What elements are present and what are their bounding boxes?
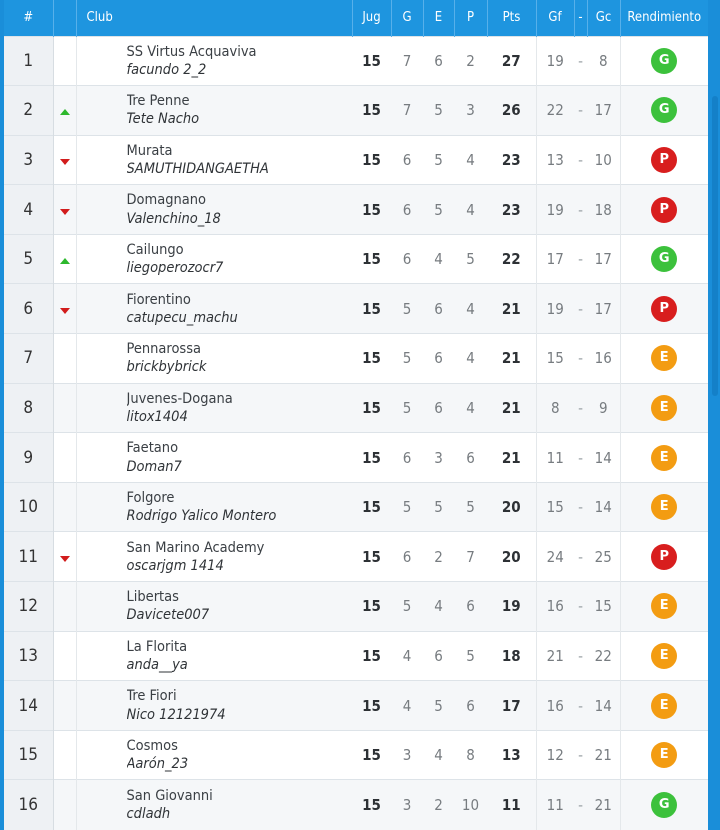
draws: 6 [423,383,454,433]
points: 18 [487,631,536,681]
points: 17 [487,681,536,731]
position-cell: 4 [4,185,53,235]
rendimiento-cell [620,86,708,136]
rendimiento-cell [620,334,708,384]
trend-cell [53,582,76,632]
points: 23 [487,135,536,185]
trend-cell [53,631,76,681]
losses: 3 [454,86,487,136]
club-cell[interactable] [76,681,352,731]
position-cell: 10 [4,482,53,532]
player-name[interactable]: brickbybrick [126,359,207,376]
rendimiento-cell [620,36,708,86]
trend-cell [53,185,76,235]
club-cell[interactable] [76,36,352,86]
rendimiento-cell [620,135,708,185]
draws: 4 [423,582,454,632]
club-cell[interactable] [76,582,352,632]
performance-badge: G [651,97,677,123]
losses: 4 [454,383,487,433]
points: 21 [487,383,536,433]
header-gc[interactable]: Gc [587,0,620,36]
rendimiento-cell [620,383,708,433]
scrollbar-thumb[interactable] [712,96,718,396]
player-name[interactable]: Doman7 [126,458,182,475]
club-name[interactable]: Faetano [126,440,179,457]
trend-cell [53,730,76,780]
losses: 4 [454,284,487,334]
trend-cell [53,482,76,532]
wins: 5 [391,284,423,334]
performance-badge: E [651,395,677,421]
goals-separator: - [574,185,587,235]
goals-separator: - [574,681,587,731]
header-pos[interactable]: # [4,0,53,36]
wins: 5 [391,582,423,632]
trend-down-icon [60,159,70,165]
club-name[interactable]: Tre Fiori [126,688,177,705]
points: 20 [487,532,536,582]
club-cell[interactable] [76,383,352,433]
points: 27 [487,36,536,86]
club-name[interactable]: Cailungo [126,242,184,259]
performance-badge: E [651,445,677,471]
position-cell: 12 [4,582,53,632]
goals-separator: - [574,383,587,433]
club-name[interactable]: Libertas [126,589,179,606]
goals-separator: - [574,135,587,185]
games-played: 15 [352,234,391,284]
club-name[interactable]: Fiorentino [126,291,191,308]
trend-cell [53,383,76,433]
goals-against: 14 [587,681,620,731]
table-row[interactable] [4,86,708,136]
goals-against: 16 [587,334,620,384]
losses: 8 [454,730,487,780]
points: 23 [487,185,536,235]
performance-badge: E [651,593,677,619]
table-row[interactable] [4,36,708,86]
trend-cell [53,86,76,136]
goals-for: 15 [536,482,574,532]
wins: 5 [391,334,423,384]
goals-for: 13 [536,135,574,185]
losses: 6 [454,681,487,731]
points: 21 [487,433,536,483]
table-row[interactable] [4,185,708,235]
rendimiento-cell [620,780,708,830]
position-cell: 5 [4,234,53,284]
club-name[interactable]: Pennarossa [126,341,202,358]
performance-badge: E [651,643,677,669]
table-row[interactable] [4,681,708,731]
points: 13 [487,730,536,780]
goals-separator: - [574,284,587,334]
trend-cell [53,532,76,582]
draws: 5 [423,482,454,532]
losses: 4 [454,185,487,235]
position-cell: 15 [4,730,53,780]
header-p[interactable]: P [454,0,487,36]
player-name[interactable]: anda__ya [126,656,188,673]
losses: 6 [454,433,487,483]
player-name[interactable]: Aarón_23 [126,756,189,773]
rendimiento-cell [620,631,708,681]
player-name[interactable]: facundo 2_2 [126,61,207,78]
position-cell: 14 [4,681,53,731]
games-played: 15 [352,86,391,136]
club-cell[interactable] [76,86,352,136]
goals-against: 25 [587,532,620,582]
performance-badge: P [651,197,677,223]
position-cell: 16 [4,780,53,830]
games-played: 15 [352,135,391,185]
draws: 6 [423,36,454,86]
goals-separator: - [574,582,587,632]
performance-badge: G [651,792,677,818]
player-name[interactable]: liegoperozocr7 [126,260,224,277]
goals-for: 16 [536,582,574,632]
wins: 7 [391,36,423,86]
position-cell: 7 [4,334,53,384]
goals-separator: - [574,86,587,136]
header-rendimiento[interactable]: Rendimiento [627,10,702,26]
goals-against: 17 [587,234,620,284]
position-cell: 6 [4,284,53,334]
goals-separator: - [574,36,587,86]
club-name[interactable]: Domagnano [126,192,207,209]
header-pts[interactable]: Pts [487,0,536,36]
table-header-row [4,0,708,36]
goals-against: 22 [587,631,620,681]
header-jug[interactable]: Jug [352,0,391,36]
games-played: 15 [352,631,391,681]
draws: 5 [423,185,454,235]
club-cell[interactable] [76,135,352,185]
scrollbar-track[interactable] [708,36,720,820]
club-name[interactable]: Juvenes-Dogana [126,390,233,407]
header-club[interactable]: Club [76,0,352,36]
goals-separator: - [574,334,587,384]
table-row[interactable] [4,631,708,681]
draws: 4 [423,730,454,780]
games-played: 15 [352,730,391,780]
points: 20 [487,482,536,532]
trend-cell [53,780,76,830]
games-played: 15 [352,185,391,235]
goals-for: 19 [536,185,574,235]
goals-for: 11 [536,780,574,830]
draws: 2 [423,780,454,830]
header-g[interactable]: G [391,0,423,36]
rendimiento-cell [620,532,708,582]
rendimiento-cell [620,582,708,632]
goals-for: 15 [536,334,574,384]
points: 22 [487,234,536,284]
rendimiento-cell [620,185,708,235]
performance-badge: E [651,693,677,719]
club-cell[interactable] [76,532,352,582]
points: 26 [487,86,536,136]
games-played: 15 [352,681,391,731]
trend-cell [53,135,76,185]
position-cell: 1 [4,36,53,86]
losses: 7 [454,532,487,582]
position-cell: 2 [4,86,53,136]
performance-badge: P [651,296,677,322]
trend-cell [53,334,76,384]
trend-down-icon [60,209,70,215]
header-trend [53,0,76,36]
performance-badge: P [651,544,677,570]
performance-badge: G [651,246,677,272]
losses: 5 [454,234,487,284]
goals-separator: - [574,532,587,582]
draws: 6 [423,284,454,334]
games-played: 15 [352,383,391,433]
goals-separator: - [574,482,587,532]
player-name[interactable]: oscarjgm 1414 [126,557,224,574]
wins: 5 [391,482,423,532]
club-name[interactable]: Folgore [126,490,175,507]
table-row[interactable] [4,582,708,632]
wins: 7 [391,86,423,136]
games-played: 15 [352,284,391,334]
goals-against: 18 [587,185,620,235]
games-played: 15 [352,780,391,830]
points: 11 [487,780,536,830]
table-row[interactable] [4,334,708,384]
points: 21 [487,284,536,334]
draws: 5 [423,681,454,731]
club-name[interactable]: SS Virtus Acquaviva [126,43,257,60]
club-cell[interactable] [76,482,352,532]
wins: 4 [391,681,423,731]
club-cell[interactable] [76,334,352,384]
losses: 10 [454,780,487,830]
rendimiento-cell [620,234,708,284]
club-cell[interactable] [76,780,352,830]
goals-for: 19 [536,36,574,86]
table-row[interactable] [4,383,708,433]
goals-for: 21 [536,631,574,681]
wins: 3 [391,730,423,780]
club-cell[interactable] [76,730,352,780]
games-played: 15 [352,433,391,483]
rendimiento-cell [620,681,708,731]
position-cell: 11 [4,532,53,582]
trend-down-icon [60,556,70,562]
player-name[interactable]: Tete Nacho [126,111,200,128]
player-name[interactable]: Davicete007 [126,607,210,624]
trend-cell [53,433,76,483]
wins: 6 [391,433,423,483]
goals-for: 16 [536,681,574,731]
goals-separator: - [574,433,587,483]
table-row[interactable] [4,482,708,532]
header-gf[interactable]: Gf [536,0,574,36]
player-name[interactable]: Rodrigo Yalico Montero [126,508,277,525]
wins: 6 [391,234,423,284]
goals-for: 8 [536,383,574,433]
goals-against: 14 [587,433,620,483]
rendimiento-cell [620,730,708,780]
goals-separator: - [574,730,587,780]
goals-for: 17 [536,234,574,284]
goals-against: 14 [587,482,620,532]
table-row[interactable] [4,780,708,830]
draws: 2 [423,532,454,582]
trend-up-icon [60,109,70,115]
table-row[interactable] [4,532,708,582]
goals-for: 24 [536,532,574,582]
wins: 6 [391,135,423,185]
games-played: 15 [352,482,391,532]
table-row[interactable] [4,234,708,284]
performance-badge: E [651,742,677,768]
rendimiento-cell [620,433,708,483]
performance-badge: E [651,345,677,371]
trend-cell [53,36,76,86]
goals-separator: - [574,780,587,830]
wins: 6 [391,532,423,582]
position-cell: 8 [4,383,53,433]
header-sep: - [574,0,587,36]
draws: 4 [423,234,454,284]
club-name[interactable]: San Giovanni [126,787,213,804]
player-name[interactable]: Valenchino_18 [126,210,221,227]
trend-cell [53,681,76,731]
player-name[interactable]: cdladh [126,805,171,822]
table-row[interactable] [4,433,708,483]
games-played: 15 [352,582,391,632]
goals-for: 11 [536,433,574,483]
club-name[interactable]: Murata [126,142,173,159]
position-cell: 13 [4,631,53,681]
table-row[interactable] [4,284,708,334]
wins: 5 [391,383,423,433]
goals-for: 22 [536,86,574,136]
draws: 3 [423,433,454,483]
losses: 4 [454,334,487,384]
goals-against: 17 [587,284,620,334]
goals-against: 8 [587,36,620,86]
club-name[interactable]: Cosmos [126,737,178,754]
trend-cell [53,284,76,334]
draws: 6 [423,334,454,384]
trend-down-icon [60,308,70,314]
standings-table [4,0,708,830]
goals-against: 9 [587,383,620,433]
club-cell[interactable] [76,284,352,334]
goals-against: 10 [587,135,620,185]
points: 19 [487,582,536,632]
wins: 6 [391,185,423,235]
games-played: 15 [352,36,391,86]
draws: 6 [423,631,454,681]
performance-badge: P [651,147,677,173]
trend-up-icon [60,258,70,264]
club-cell[interactable] [76,631,352,681]
performance-badge: G [651,48,677,74]
position-cell: 9 [4,433,53,483]
player-name[interactable]: litox1404 [126,408,188,425]
wins: 4 [391,631,423,681]
goals-for: 12 [536,730,574,780]
player-name[interactable]: catupecu_machu [126,309,238,326]
player-name[interactable]: Nico 12121974 [126,706,226,723]
games-played: 15 [352,334,391,384]
rendimiento-cell [620,482,708,532]
rendimiento-cell [620,284,708,334]
club-name[interactable]: La Florita [126,638,188,655]
points: 21 [487,334,536,384]
club-name[interactable]: San Marino Academy [126,539,265,556]
wins: 3 [391,780,423,830]
club-cell[interactable] [76,185,352,235]
draws: 5 [423,135,454,185]
goals-against: 21 [587,730,620,780]
goals-against: 15 [587,582,620,632]
goals-separator: - [574,234,587,284]
performance-badge: E [651,494,677,520]
goals-for: 19 [536,284,574,334]
losses: 6 [454,582,487,632]
club-cell[interactable] [76,433,352,483]
losses: 5 [454,631,487,681]
losses: 2 [454,36,487,86]
losses: 5 [454,482,487,532]
club-cell[interactable] [76,234,352,284]
trend-cell [53,234,76,284]
club-name[interactable]: Tre Penne [126,93,190,110]
table-row[interactable] [4,135,708,185]
player-name[interactable]: SAMUTHIDANGAETHA [126,160,269,177]
games-played: 15 [352,532,391,582]
goals-against: 17 [587,86,620,136]
losses: 4 [454,135,487,185]
goals-against: 21 [587,780,620,830]
draws: 5 [423,86,454,136]
goals-separator: - [574,631,587,681]
position-cell: 3 [4,135,53,185]
table-row[interactable] [4,730,708,780]
header-e[interactable]: E [423,0,454,36]
